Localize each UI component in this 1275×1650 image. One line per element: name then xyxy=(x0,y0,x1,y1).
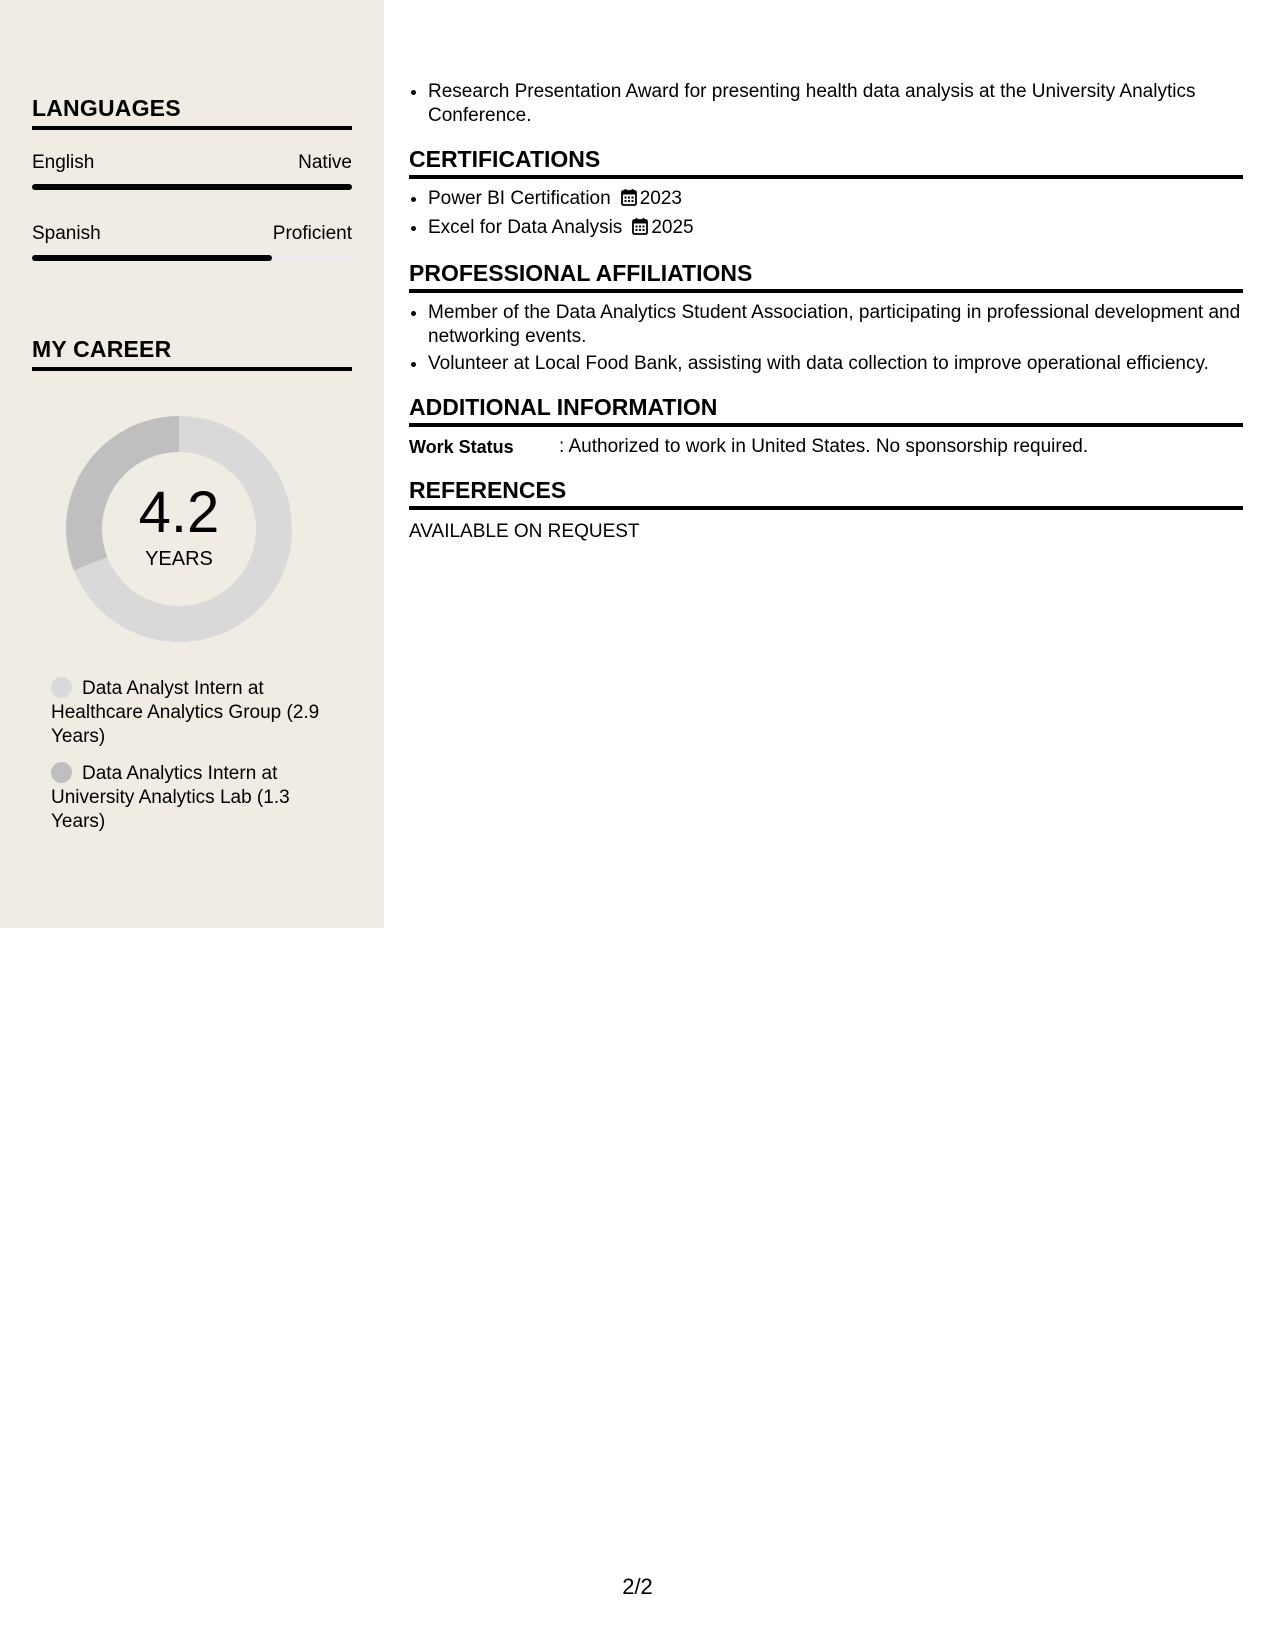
certification-item xyxy=(428,216,1243,242)
language-proficiency-bar xyxy=(32,255,352,261)
language-level: Native xyxy=(298,152,352,173)
career-legend xyxy=(51,677,331,847)
legend-item xyxy=(51,677,331,749)
page-number: 2/2 xyxy=(622,1574,653,1599)
affiliations-list xyxy=(409,301,1243,376)
work-status-value: : Authorized to work in United States. No sponsorship required. xyxy=(559,436,1089,457)
career-unit-label: YEARS xyxy=(145,547,213,570)
list-item: • Member of the Data Analytics Student Association, participating in professional development and networking events. xyxy=(428,301,1243,349)
language-proficiency-fill xyxy=(32,255,272,261)
work-status-row xyxy=(409,435,1243,459)
list-item: • Research Presentation Award for presenting health data analysis at the University Analytics Conference. xyxy=(428,80,1243,128)
career-total-years: 4.2 xyxy=(138,479,220,545)
work-status-label: Work Status xyxy=(409,437,514,457)
certification-year: 2023 xyxy=(639,188,682,209)
language-name: English xyxy=(32,152,95,173)
additional-info-heading: ADDITIONAL INFORMATION xyxy=(409,393,1243,427)
calendar-icon xyxy=(632,217,648,242)
certifications-list xyxy=(409,187,1243,242)
languages-heading: LANGUAGES xyxy=(32,95,352,130)
language-proficiency-fill xyxy=(32,184,352,190)
language-level: Proficient xyxy=(272,223,352,244)
certification-name: Power BI Certification xyxy=(428,188,611,209)
sidebar xyxy=(0,0,384,928)
references-text: AVAILABLE ON REQUEST xyxy=(409,521,640,542)
language-item-english xyxy=(32,152,352,190)
calendar-icon xyxy=(621,188,637,213)
legend-dot xyxy=(51,677,72,698)
languages-section xyxy=(32,95,352,261)
legend-label: Data Analytics Intern at University Analytics Lab (1.3 Years) xyxy=(51,763,290,832)
legend-label: Data Analyst Intern at Healthcare Analytics Group (2.9 Years) xyxy=(51,678,320,747)
legend-item xyxy=(51,762,331,834)
language-proficiency-bar xyxy=(32,184,352,190)
certification-item xyxy=(428,187,1243,213)
certifications-heading: CERTIFICATIONS xyxy=(409,145,1243,179)
donut-center xyxy=(66,416,292,642)
references-heading: REFERENCES xyxy=(409,476,1243,510)
awards-list xyxy=(409,80,1243,128)
language-item-spanish xyxy=(32,223,352,261)
certification-year: 2025 xyxy=(651,217,694,238)
language-name: Spanish xyxy=(32,223,101,244)
certification-name: Excel for Data Analysis xyxy=(428,217,623,238)
list-item: • Volunteer at Local Food Bank, assisting with data collection to improve operational efficiency. xyxy=(428,352,1243,376)
career-donut-chart xyxy=(66,416,292,642)
legend-dot xyxy=(51,762,72,783)
career-section xyxy=(32,336,352,371)
affiliations-heading: PROFESSIONAL AFFILIATIONS xyxy=(409,259,1243,293)
main-content xyxy=(409,80,1243,544)
career-heading: MY CAREER xyxy=(32,336,352,371)
